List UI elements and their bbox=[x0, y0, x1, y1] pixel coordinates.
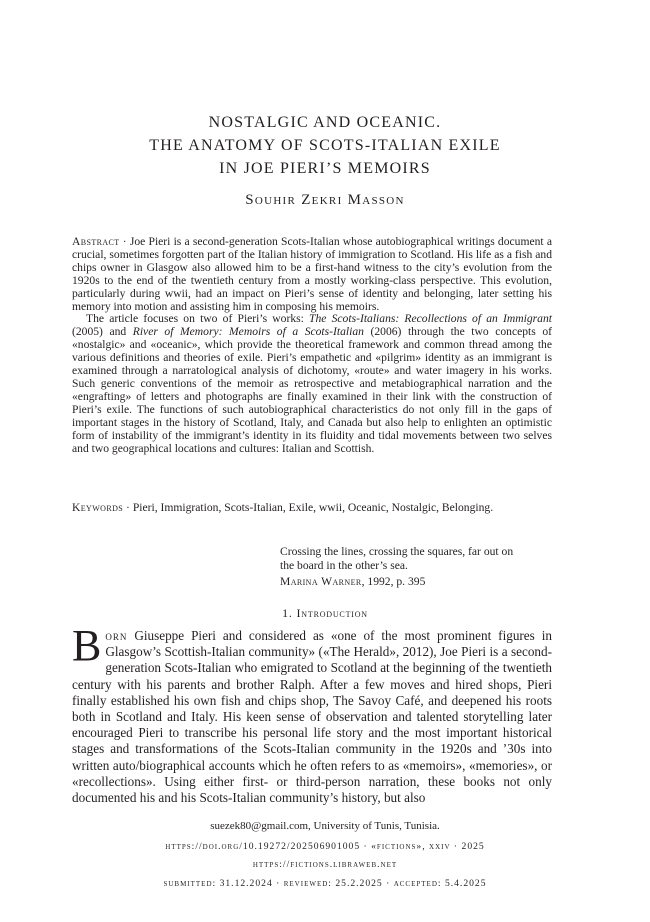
body-text bbox=[72, 621, 552, 806]
abstract-text-1: Joe Pieri is a second-generation Scots-Italian whose autobiographical writings document a crucial, sometimes forgotten part of the Italian history of immigration to Scotland. His life as a fish and chips owner in Glasgow also allowed him to be a first-hand witness to the city’s evolution from the 1920s to the end of the twentieth century from a mostly working-class perspective. This evolution, particularly during wwii, had an impact on Pieri’s sense of identity and belonging, later setting his memory into motion and assisting him in composing his memoirs. bbox=[72, 235, 552, 313]
keywords-separator: · bbox=[123, 501, 133, 514]
keywords-label: Keywords bbox=[72, 501, 124, 514]
section-heading: 1. Introduction bbox=[282, 606, 368, 620]
abstract-text-2a: The article focuses on two of Pieri’s works: bbox=[86, 312, 310, 326]
body-paragraph: Giuseppe Pieri and considered as «one of the most prominent figures in Glasgow’s Scottish-Italian community» («The Herald», 2012), Joe Pieri is a second-generation Scots-Italian who emigrated to Scotland at the beginning of the twentieth century with his parents and brother Ralph. After a few moves and hired shops, Pieri finally established his own fish and chips shop, The Savoy Café, and deepened his roots both in Scotland and Italy. His keen sense of observation and talented storytelling later encouraged Pieri to transcribe his personal life story and the most important historical stages and transformations of the Scots-Italian community in the 1920s and ’30s into written auto/biographical accounts which he often refers to as «memoirs», «memories», or «recollections». Using either first- or third-person narration, these books not only documented his and his Scots-Italian community’s history, but also bbox=[72, 628, 552, 806]
journal-url: https://fictions.libraweb.net bbox=[252, 859, 398, 870]
keywords-text: Pieri, Immigration, Scots-Italian, Exile, wwii, Oceanic, Nostalgic, Belonging. bbox=[132, 501, 494, 514]
epigraph-author: Marina Warner bbox=[280, 575, 362, 588]
abstract-text-2b: (2005) and bbox=[72, 325, 133, 339]
first-word-rest: orn bbox=[105, 628, 128, 643]
abstract-paragraph-1 bbox=[72, 236, 552, 313]
epigraph-line-2: the board in the other’s sea. bbox=[280, 559, 408, 572]
abstract-separator: · bbox=[119, 235, 130, 248]
submission-dates: submitted: 31.12.2024 · reviewed: 25.2.2025 · accepted: 5.4.2025 bbox=[163, 878, 487, 889]
abstract-label: Abstract bbox=[72, 235, 120, 248]
author-affiliation: suezek80@gmail.com, University of Tunis, Tunisia. bbox=[210, 820, 440, 832]
keywords bbox=[72, 501, 552, 514]
work-title-2: River of Memory: Memoirs of a Scots-Italian bbox=[132, 325, 364, 339]
article-title-line-1: NOSTALGIC AND OCEANIC. bbox=[208, 114, 442, 131]
drop-cap: B bbox=[72, 621, 102, 670]
article-title-line-2: THE ANATOMY OF SCOTS-ITALIAN EXILE bbox=[149, 137, 501, 154]
epigraph-line-1: Crossing the lines, crossing the squares, far out on bbox=[280, 545, 514, 558]
doi-line: https://doi.org/10.19272/202506901005 · «fictions», xxiv · 2025 bbox=[165, 841, 485, 852]
abstract-paragraph-2 bbox=[72, 313, 552, 455]
epigraph bbox=[280, 545, 560, 589]
work-title-1: The Scots-Italians: Recollections of an Immigrant bbox=[309, 312, 552, 326]
epigraph-attribution bbox=[280, 575, 560, 589]
abstract-text-2c: (2006) through the two concepts of «nostalgic» and «oceanic», which provide the theoretical framework and common thread among the various definitions and theories of exile. Pieri’s empathetic and «pilgrim» identity as an immigrant is examined through a narratological analysis of dichotomy, «route» and water imagery in his works. Such generic conventions of the memoir as retrospective and metabiographical narration and the «engrafting» of letters and photographs are finally examined in their link with the construction of Pieri’s exile. The functions of such autobiographical characteristics do not only fill in the gaps of important stages in the history of Scotland, Italy, and Canada but also help to enlighten an optimistic form of instability of the immigrant’s identity in its fluidity and tidal movements between two selves and two geographical locations and cultures: Italian and Scottish. bbox=[72, 325, 552, 455]
abstract bbox=[72, 236, 552, 455]
article-title-line-3: IN JOE PIERI’S MEMOIRS bbox=[219, 160, 431, 177]
epigraph-citation: , 1992, p. 395 bbox=[361, 575, 426, 588]
author-name: Souhir Zekri Masson bbox=[245, 192, 405, 208]
